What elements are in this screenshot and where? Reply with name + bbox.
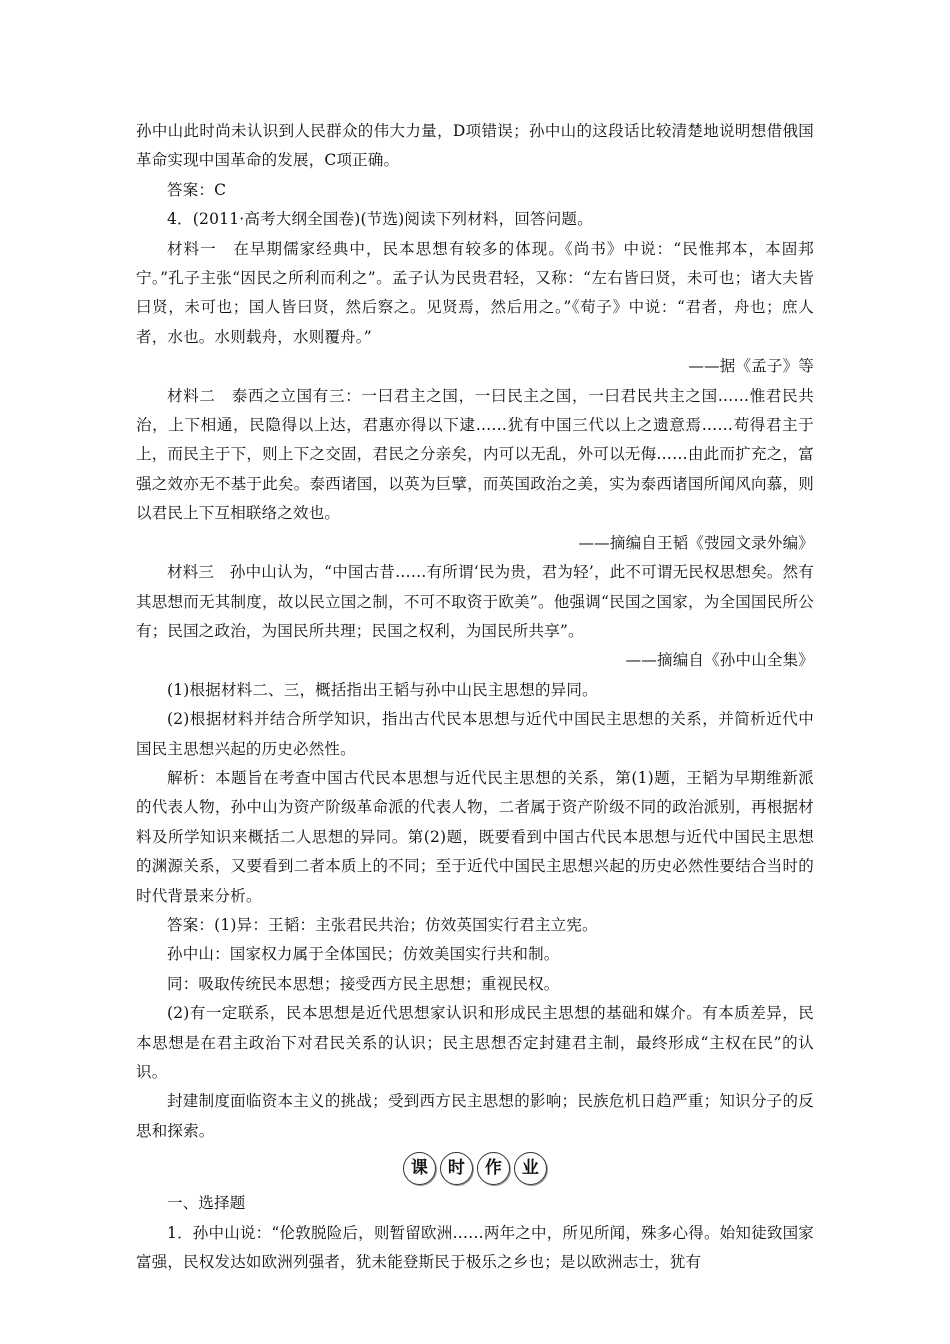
section-heading-choice: 一、选择题 — [167, 1194, 246, 1213]
section-title-char: 作 — [477, 1152, 510, 1185]
paragraph-analysis: 解析：本题旨在考查中国古代民本思想与近代民主思想的关系，第(1)题，王韬为早期维新派的代表人物，孙中山为资产阶级革命派的代表人物，二者属于资产阶级不同的政治派别，再根据材料及所学知识来概括二人思想的异同。第(2)题，既要看到中国古代民本思想与近代中国民主思想的渊源关系，又要看到二者本质上的不同；至于近代中国民主思想兴起的历史必然性要结合当时的时代背景来分析。 — [136, 768, 814, 905]
paragraph-answer-1: 答案：(1)异：王韬：主张君民共治；仿效英国实行君主立宪。 — [167, 915, 598, 934]
question-4-part-1: (1)根据材料二、三，概括指出王韬与孙中山民主思想的异同。 — [167, 680, 598, 699]
material-3: 材料三 孙中山认为，“中国古昔……有所谓‘民为贵，君为轻’，此不可谓无民权思想矣。然有其思想而无其制度，故以民立国之制，不可不取资于欧美”。他强调“民国之国家，为全国国民所公有；民国之政治，为国民所共理；民国之权利，为国民所共享”。 — [136, 563, 814, 640]
paragraph-prev-analysis: 孙中山此时尚未认识到人民群众的伟大力量，D项错误；孙中山的这段话比较清楚地说明想借俄国革命实现中国革命的发展，C项正确。 — [136, 122, 814, 170]
material-2: 材料二 泰西之立国有三：一曰君主之国，一曰民主之国，一曰君民共主之国……惟君民共治，上下相通，民隐得以上达，君惠亦得以下逮……犹有中国三代以上之遗意焉……苟得君主于上，而民主于下，则上下之交固，君民之分亲矣，内可以无乱，外可以无侮……由此而扩充之，富强之效亦无不基于此矣。泰西诸国，以英为巨擘，而英国政治之美，实为泰西诸国所闻风向慕，则以君民上下互相联络之效也。 — [136, 386, 814, 523]
material-2-source: ——摘编自王韬《弢园文录外编》 — [578, 533, 814, 552]
paragraph-answer-2b: 封建制度面临资本主义的挑战；受到西方民主思想的影响；民族危机日趋严重；知识分子的反思和探索。 — [136, 1092, 814, 1140]
question-4-heading: 4．(2011·高考大纲全国卷)(节选)阅读下列材料，回答问题。 — [167, 210, 593, 229]
question-1: 1．孙中山说：“伦敦脱险后，则暂留欧洲……两年之中，所见所闻，殊多心得。始知徒致国家富强，民权发达如欧洲列强者，犹未能登斯民于极乐之乡也；是以欧洲志士，犹有 — [136, 1223, 814, 1272]
question-4-part-2: (2)根据材料并结合所学知识，指出古代民本思想与近代中国民主思想的关系，并简析近代中国民主思想兴起的历史必然性。 — [136, 710, 814, 758]
section-title-char: 课 — [403, 1152, 436, 1185]
document-page — [136, 117, 814, 1277]
paragraph-answer-same: 同：吸取传统民本思想；接受西方民主思想；重视民权。 — [167, 974, 560, 993]
material-3-source: ——摘编自《孙中山全集》 — [625, 651, 814, 670]
material-1: 材料一 在早期儒家经典中，民本思想有较多的体现。《尚书》中说：“民惟邦本，本固邦宁。”孔子主张“因民之所利而利之”。孟子认为民贵君轻，又称：“左右皆曰贤，未可也；诸大夫皆曰贤，未可也；国人皆曰贤，然后察之。见贤焉，然后用之。”《荀子》中说：“君者，舟也；庶人者，水也。水则载舟，水则覆舟。” — [136, 239, 814, 346]
material-1-source: ——据《孟子》等 — [688, 357, 814, 376]
section-title-char: 业 — [514, 1152, 547, 1185]
section-title-char: 时 — [440, 1152, 473, 1185]
paragraph-answer-2: (2)有一定联系，民本思想是近代思想家认识和形成民主思想的基础和媒介。有本质差异，民本思想是在君主政治下对君民关系的认识；民主思想否定封建君主制，最终形成“主权在民”的认识。 — [136, 1004, 814, 1081]
paragraph-answer-sun: 孙中山：国家权力属于全体国民；仿效美国实行共和制。 — [167, 945, 560, 964]
section-title — [136, 1152, 814, 1185]
paragraph-answer-3: 答案：C — [167, 180, 227, 199]
